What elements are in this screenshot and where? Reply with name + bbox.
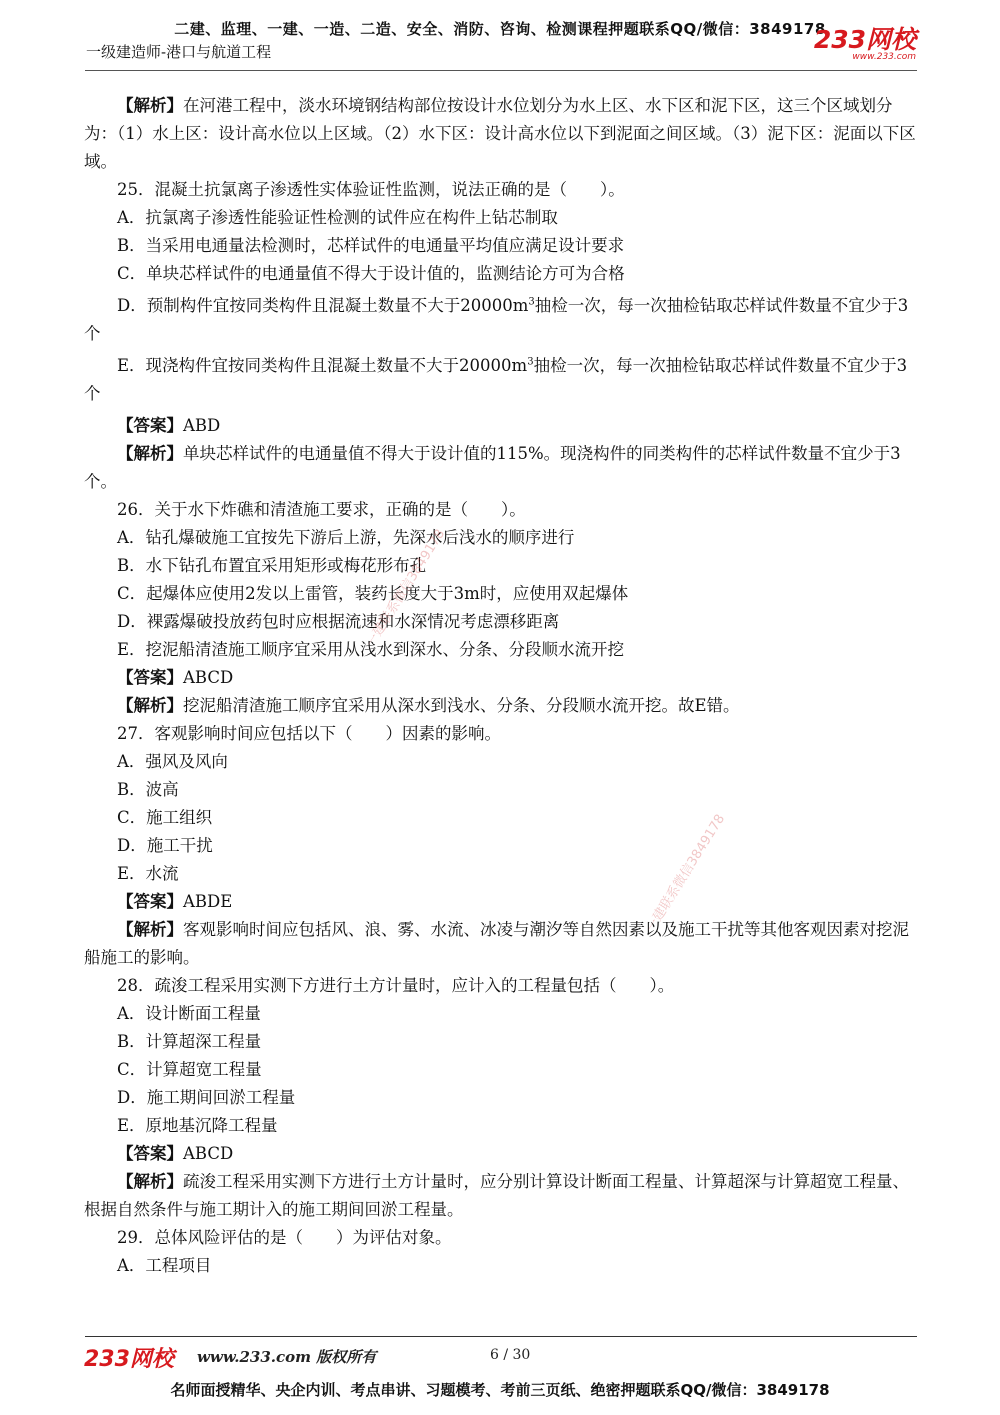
option-a: A．钻孔爆破施工宜按先下游后上游，先深水后浅水的顺序进行	[117, 528, 575, 547]
option-c: C．施工组织	[117, 808, 213, 827]
header-subject-title: 一级建造师-港口与航道工程	[86, 43, 272, 61]
option-d: D．预制构件宜按同类构件且混凝土数量不大于$20000m^3$抽检一次，每一次抽检钻取芯样试件数量不宜少于3个	[84, 296, 909, 343]
page-content	[84, 92, 918, 1280]
option-c: C．计算超宽工程量	[117, 1060, 262, 1079]
option-c: C．单块芯样试件的电通量值不得大于设计值的，监测结论方可为合格	[117, 264, 625, 283]
option-d: D．施工期间回淤工程量	[117, 1088, 296, 1107]
option-b: B．波高	[117, 780, 179, 799]
footer-copyright: www.233.com 版权所有	[197, 1348, 377, 1366]
analysis-26: 【解析】挖泥船清渣施工顺序宜采用从深水到浅水、分条、分段顺水流开挖。故E错。	[117, 696, 740, 715]
footer-logo: 233网校	[84, 1347, 174, 1372]
analysis-paragraph: 【解析】在河港工程中，淡水环境钢结构部位按设计水位划分为水上区、水下区和泥下区，这三个区域划分为：（1）水上区：设计高水位以上区域。（2）水下区：设计高水位以下到泥面之间区域。（3）泥下区：泥面以下区域。	[84, 96, 916, 171]
header-promo-text: 二建、监理、一建、一造、二造、安全、消防、咨询、检测课程押题联系QQ/微信：3849178	[174, 20, 826, 38]
option-d: D．施工干扰	[117, 836, 213, 855]
option-c: C．起爆体应使用2发以上雷管，装药长度大于3m时，应使用双起爆体	[117, 584, 629, 603]
analysis-28: 【解析】疏浚工程采用实测下方进行土方计量时，应分别计算设计断面工程量、计算超深与计算超宽工程量、根据自然条件与施工期计入的施工期间回淤工程量。	[84, 1172, 909, 1219]
option-e: E．原地基沉降工程量	[117, 1116, 278, 1135]
question-29: 29．总体风险评估的是（ ）为评估对象。	[117, 1228, 452, 1247]
option-a: A．设计断面工程量	[117, 1004, 261, 1023]
option-e: E．现浇构件宜按同类构件且混凝土数量不大于$20000m^3$抽检一次，每一次抽检钻取芯样试件数量不宜少于3个	[84, 356, 908, 403]
question-26: 26．关于水下炸礁和清渣施工要求，正确的是（ ）。	[117, 500, 526, 519]
header-divider	[85, 70, 917, 71]
footer-divider	[85, 1336, 917, 1337]
answer-26: 【答案】ABCD	[117, 668, 234, 687]
option-e: E．挖泥船清渣施工顺序宜采用从浅水到深水、分条、分段顺水流开挖	[117, 640, 625, 659]
option-a: A．抗氯离子渗透性能验证性检测的试件应在构件上钻芯制取	[117, 208, 558, 227]
watermark-text: 一建联系微信3849178	[643, 811, 729, 936]
option-b: B．当采用电通量法检测时，芯样试件的电通量平均值应满足设计要求	[117, 236, 625, 255]
question-27: 27．客观影响时间应包括以下（ ）因素的影响。	[117, 724, 501, 743]
analysis-25: 【解析】单块芯样试件的电通量值不得大于设计值的115%。现浇构件的同类构件的芯样试件数量不宜少于3个。	[84, 444, 901, 491]
option-b: B．计算超深工程量	[117, 1032, 262, 1051]
logo-mark: 233网校	[813, 25, 916, 54]
analysis-27: 【解析】客观影响时间应包括风、浪、雾、水流、冰凌与潮汐等自然因素以及施工干扰等其他客观因素对挖泥船施工的影响。	[84, 920, 909, 967]
option-a: A．强风及风向	[117, 752, 228, 771]
option-e: E．水流	[117, 864, 179, 883]
footer-promo-text: 名师面授精华、央企内训、考点串讲、习题模考、考前三页纸、绝密押题联系QQ/微信：3849178	[170, 1381, 830, 1399]
logo-url: www.233.com	[852, 52, 916, 62]
option-a: A．工程项目	[117, 1256, 212, 1275]
answer-28: 【答案】ABCD	[117, 1144, 234, 1163]
question-25: 25．混凝土抗氯离子渗透性实体验证性监测，说法正确的是（ ）。	[117, 180, 625, 199]
answer-27: 【答案】ABDE	[117, 892, 233, 911]
answer-25: 【答案】ABD	[117, 416, 221, 435]
header-logo	[814, 27, 916, 62]
page-number: 6 / 30	[490, 1347, 531, 1363]
question-28: 28．疏浚工程采用实测下方进行土方计量时，应计入的工程量包括（ ）。	[117, 976, 675, 995]
option-d: D．裸露爆破投放药包时应根据流速和水深情况考虑漂移距离	[117, 612, 560, 631]
option-b: B．水下钻孔布置宜采用矩形或梅花形布孔	[117, 556, 427, 575]
watermark-text: 一建联系微信3849178	[363, 526, 449, 651]
